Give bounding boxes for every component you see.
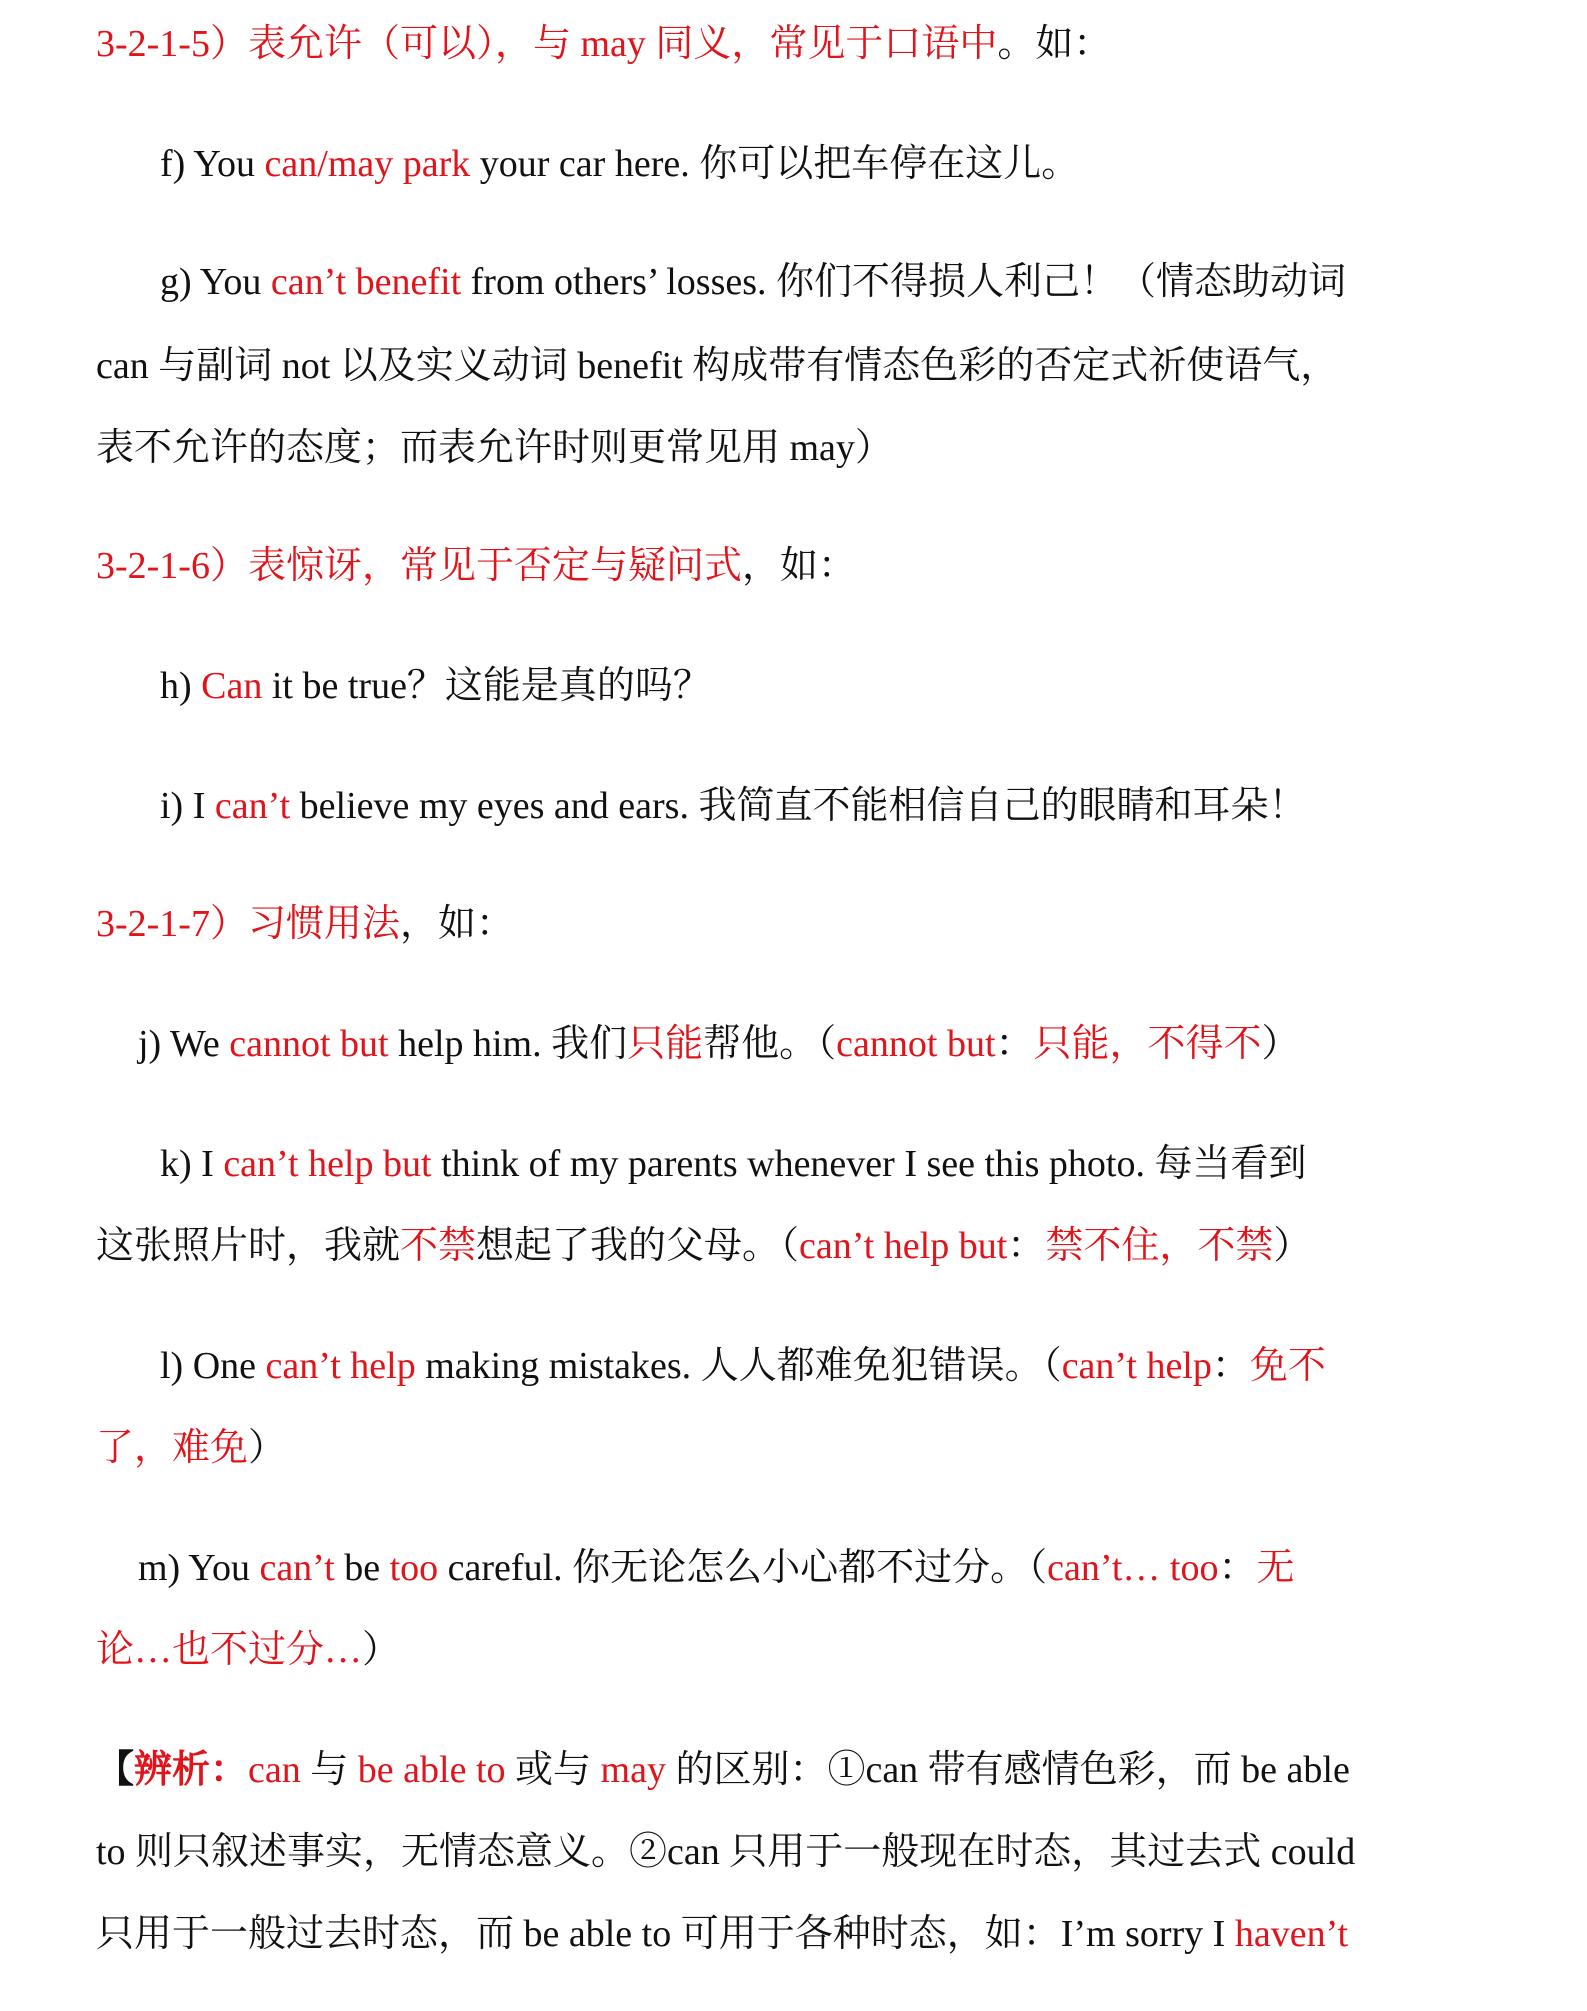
text-segment: can’t help <box>265 1345 416 1387</box>
text-segment: f) You <box>160 143 265 185</box>
heading-3-2-1-5 <box>96 20 1111 68</box>
text-segment: 只能 <box>627 1023 704 1065</box>
text-segment: can 与副词 not 以及实义动词 benefit 构成带有情态色彩的否定式祈使语气， <box>96 345 1339 387</box>
text-segment: 想起了我的父母。（ <box>476 1225 800 1267</box>
text-segment: believe my eyes and ears. 我简直不能相信自己的眼睛和耳朵！ <box>290 785 1307 827</box>
analysis-line3 <box>96 1910 1348 1958</box>
text-segment: can’t help but <box>799 1225 1008 1267</box>
text-segment: ： <box>995 1023 1034 1065</box>
text-segment: 表不允许的态度；而表允许时则更常见用 may） <box>96 427 893 469</box>
text-segment: can’t help but <box>223 1143 432 1185</box>
text-segment: ） <box>248 1427 287 1469</box>
text-segment: ） <box>1261 1023 1300 1065</box>
text-segment: making mistakes. 人人都难免犯错误。（ <box>415 1345 1062 1387</box>
text-segment: help him. 我们 <box>388 1023 628 1065</box>
text-segment: 的区别：①can 带有感情色彩，而 be able <box>665 1749 1350 1791</box>
example-h <box>160 662 711 710</box>
text-segment: ，如： <box>399 903 514 945</box>
text-segment: from others’ losses. 你们不得损人利己！（情态助动词 <box>461 261 1347 303</box>
text-segment: 论…也不过分… <box>96 1629 363 1671</box>
example-g-line1 <box>160 258 1346 306</box>
text-segment: 帮他。（ <box>703 1023 837 1065</box>
text-segment: think of my parents whenever I see this photo. 每当看到 <box>431 1143 1307 1185</box>
text-segment: 免不 <box>1249 1345 1326 1387</box>
text-segment: 无 <box>1256 1547 1295 1589</box>
text-segment: 3-2-1-7）习惯用法 <box>96 903 400 945</box>
text-segment: haven’t <box>1234 1913 1349 1955</box>
text-segment: can/may park <box>264 143 471 185</box>
text-segment: 禁不住，不禁 <box>1045 1225 1274 1267</box>
text-segment: Can <box>201 665 263 707</box>
text-segment: can’t… too <box>1047 1547 1219 1589</box>
text-segment: 这张照片时，我就 <box>96 1225 401 1267</box>
text-segment: be <box>334 1547 390 1589</box>
text-segment: 3-2-1-5）表允许（可以），与 may 同义，常见于口语中 <box>96 23 998 65</box>
text-segment: k) I <box>160 1143 224 1185</box>
analysis-line2 <box>96 1828 1355 1876</box>
text-segment: ，如： <box>741 545 856 587</box>
text-segment: cannot but <box>229 1023 389 1065</box>
heading-3-2-1-6 <box>96 542 856 590</box>
example-i <box>160 782 1306 830</box>
text-segment: can’t benefit <box>270 261 462 303</box>
text-segment: 不禁 <box>400 1225 477 1267</box>
text-segment: may <box>600 1749 666 1791</box>
example-f <box>160 140 1079 188</box>
text-segment: h) <box>160 665 202 707</box>
text-segment: can’t <box>259 1547 335 1589</box>
text-segment: ） <box>362 1629 401 1671</box>
text-segment: m) You <box>138 1547 260 1589</box>
text-segment: it be true？这能是真的吗？ <box>262 665 711 707</box>
example-m-line1 <box>138 1544 1294 1592</box>
text-segment: ： <box>1007 1225 1046 1267</box>
text-segment: 辨析： <box>134 1749 249 1791</box>
text-segment: can <box>248 1749 301 1791</box>
text-segment: 只能，不得不 <box>1033 1023 1262 1065</box>
text-segment: careful. 你无论怎么小心都不过分。（ <box>438 1547 1048 1589</box>
example-k-line2 <box>96 1222 1311 1270</box>
text-segment: too <box>389 1547 439 1589</box>
analysis-line1 <box>96 1746 1350 1794</box>
example-g-line3 <box>96 424 893 472</box>
example-m-line2 <box>96 1626 400 1674</box>
text-segment: 3-2-1-6）表惊讶，常见于否定与疑问式 <box>96 545 742 587</box>
example-j <box>138 1020 1300 1068</box>
text-segment: 【 <box>96 1749 135 1791</box>
text-segment: to 则只叙述事实，无情态意义。②can 只用于一般现在时态，其过去式 could <box>96 1831 1356 1873</box>
text-segment: i) I <box>160 785 215 827</box>
text-segment: can’t help <box>1061 1345 1212 1387</box>
text-segment: 与 <box>300 1749 358 1791</box>
example-k-line1 <box>160 1140 1306 1188</box>
text-segment: your car here. 你可以把车停在这儿。 <box>470 143 1080 185</box>
example-l-line2 <box>96 1424 286 1472</box>
text-segment: 或与 <box>505 1749 601 1791</box>
text-segment: ： <box>1218 1547 1257 1589</box>
text-segment: 只用于一般过去时态，而 be able to 可用于各种时态，如：I’m sorry I <box>96 1913 1235 1955</box>
text-segment: ： <box>1211 1345 1250 1387</box>
text-segment: 。如： <box>997 23 1112 65</box>
example-g-line2 <box>96 342 1338 390</box>
example-l-line1 <box>160 1342 1326 1390</box>
text-segment: g) You <box>160 261 271 303</box>
text-segment: l) One <box>160 1345 266 1387</box>
text-segment: cannot but <box>836 1023 996 1065</box>
text-segment: ） <box>1273 1225 1312 1267</box>
text-segment: can’t <box>214 785 291 827</box>
text-segment: be able to <box>357 1749 506 1791</box>
heading-3-2-1-7 <box>96 900 514 948</box>
text-segment: 了，难免 <box>96 1427 249 1469</box>
text-segment: j) We <box>138 1023 230 1065</box>
